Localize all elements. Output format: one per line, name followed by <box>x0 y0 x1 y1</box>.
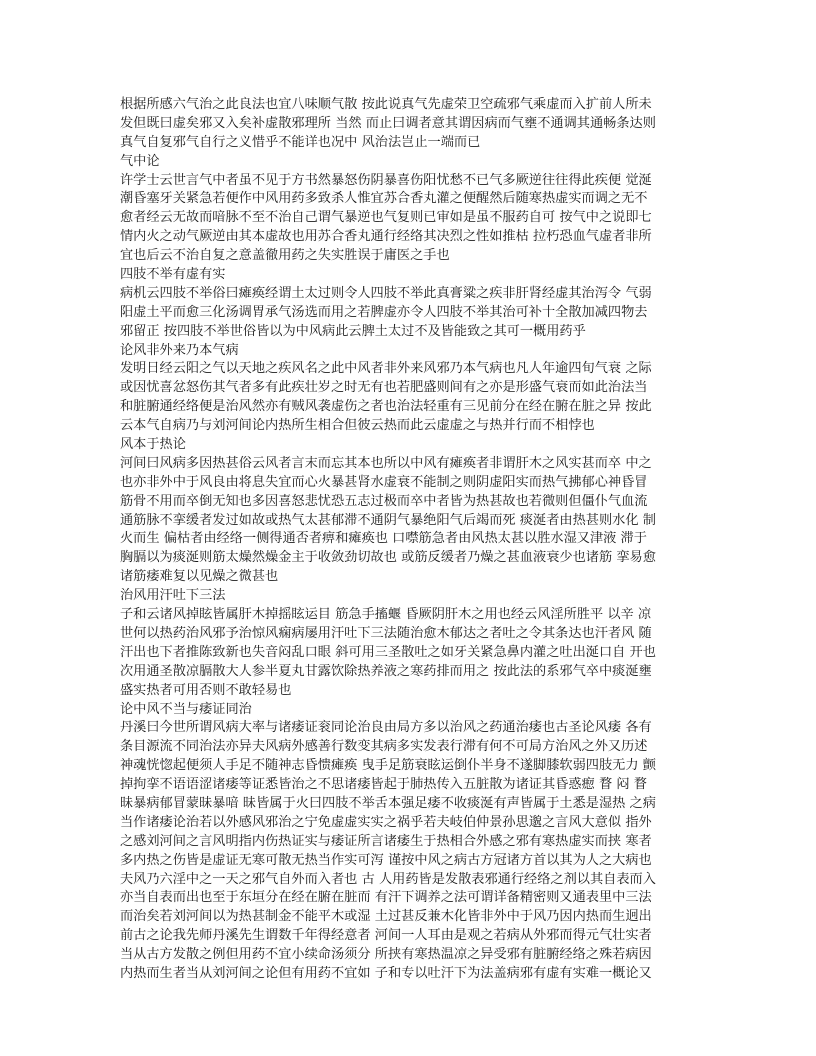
section-heading: 论风非外来乃本气病 <box>120 342 239 358</box>
text-line: 邪留正 按四肢不举世俗皆以为中风病此云脾土太过不及皆能致之其可一概用药乎 <box>120 323 586 339</box>
text-line: 多内热之伤皆是虚证无寒可散无热当作实可泻 谨按中风之病古方冠诸方首以其为人之大病也 <box>120 852 652 868</box>
text-line: 丹溪曰今世所谓风病大率与诸痿证衮同论治良由局方多以治风之药通治痿也古圣论风痿 各有 <box>120 720 652 736</box>
text-line <box>120 984 700 1003</box>
text-line: 阳虚土平而愈三化汤调胃承气汤选而用之若脾虚亦令人四肢不举其治可补十全散加减四物去 <box>120 304 648 320</box>
text-line: 当从古方发散之例但用药不宜小续命汤须分 所挟有寒热温凉之异受邪有脏腑经络之殊若病因 <box>120 947 652 963</box>
text-line: 发明日经云阳之气以天地之疾风名之此中风者非外来风邪乃本气病也凡人年逾四旬气衰 之际 <box>120 361 652 377</box>
text-line: 河间曰风病多因热甚俗云风者言末而忘其本也所以中风有瘫痪者非谓肝木之风实甚而卒 中之 <box>120 455 652 471</box>
text-line: 和脏腑通经络便是治风然亦有贼风袭虚伤之者也治法轻重有三见前分在经在腑在脏之异 按此 <box>120 399 652 415</box>
text-line: 愈者经云无故而喑脉不至不治自己谓气暴逆也气复则已审如是虽不服药自可 按气中之说即七 <box>120 210 652 226</box>
text-line: 前古之论我先师丹溪先生谓数千年得经意者 河间一人耳由是观之若病从外邪而得元气壮实者 <box>120 928 652 944</box>
text-line: 世何以热药治风邪予治惊风痫病屡用汗吐下三法随治愈木郁达之者吐之令其条达也汗者风 随 <box>120 625 652 641</box>
section-heading: 治风用汗吐下三法 <box>120 588 226 604</box>
text-line: 汗出也下者推陈致新也失音闷乱口眼 斜可用三圣散吐之如牙关紧急鼻内灌之吐出涎口自 开也 <box>120 644 656 660</box>
text-line: 昧暴病郁冒蒙昧暴喑 昧皆属于火曰四肢不举舌本强足痿不收痰涎有声皆属于土悉是湿热 之病 <box>120 795 656 811</box>
text-line: 也亦非外中于风良由将息失宜而心火暴甚肾水虚衰不能制之则阴虚阳实而热气拂郁心神昏冒 <box>120 474 648 490</box>
text-line: 宜也后云不治自复之意盖徹用药之失实胜误于庸医之手也 <box>120 248 450 264</box>
text-line: 神魂恍惚起便须人手足不随神志昏愦瘫痪 曳手足筋衰眩运倒仆半身不遂脚膝软弱四肢无力 颤 <box>120 758 656 774</box>
text-line: 掉拘挛不语语涩诸痿等证悉皆治之不思诸痿皆起于肺热传入五脏散为诸证其昏惑瘛 瞀 闷 瞀 <box>120 777 647 793</box>
text-line: 云本气自病乃与刘河间论内热所生相合但彼云热而此云虚虚之与热并行而不相悖也 <box>120 418 595 434</box>
text-line: 而治矣若刘河间以为热甚制金不能平木或湿 土过甚反兼木化皆非外中于风乃因内热而生迥出 <box>120 909 652 925</box>
text-line: 夫风乃六淫中之一天之邪气自外而入者也 古 人用药皆是发散表邪通行经络之剂以其自表而入 <box>120 871 656 887</box>
text-line: 或因忧喜忿怒伤其气者多有此疾壮岁之时无有也若肥盛则间有之亦是形盛气衰而如此治法当 <box>120 380 648 396</box>
text-line: 当作诸痿论治若以外感风邪治之宁免虚虚实实之祸乎若夫岐伯仲景孙思邈之言风大意似 指外 <box>120 814 652 830</box>
section-heading: 论中风不当与痿证同治 <box>120 701 252 717</box>
document-page <box>120 96 700 1003</box>
text-line: 根据所感六气治之此良法也宜八味顺气散 按此说真气先虚荣卫空疏邪气乘虚而入扩前人所未 <box>120 97 652 112</box>
text-line: 内热而生者当从刘河间之论但有用药不宜如 子和专以吐汗下为法盖病邪有虚有实难一概论又 <box>120 965 652 981</box>
text-line: 火而生 偏枯者由经络一侧得通否者痹和瘫痪也 口噤筋急者由风热太甚以胜水湿又津液 滞于 <box>120 531 647 547</box>
section-heading: 气中论 <box>120 153 160 169</box>
text-line: 盛实热者可用否则不敢轻易也 <box>120 682 292 698</box>
section-heading: 风本于热论 <box>120 437 186 453</box>
text-line: 许学士云世言气中者虽不见于方书然暴怒伤阴暴喜伤阳忧愁不已气多厥逆往往得此疾便 觉涎 <box>120 172 652 188</box>
text-line: 潮昏塞牙关紧急若便作中风用药多致杀人惟宜苏合香丸灌之便醒然后随寒热虚实而调之无不 <box>120 191 648 207</box>
text-line: 通筋脉不挛缓者发过如故或热气太甚郁滞不通阴气暴绝阳气后竭而死 痰涎者由热甚则水化 制 <box>120 512 656 528</box>
text-line: 条目源流不同治法亦异夫风病外感善行数变其病多实发表行滞有何不可局方治风之外又历述 <box>120 739 648 755</box>
text-line: 亦当自表而出也至于东垣分在经在腑在脏而 有汗下调养之法可谓详备精密则又通表里中三法 <box>120 890 652 906</box>
text-line: 发但既曰虚矣邪又入矣补虚散邪理所 当然 而止曰调者意其谓因病而气壅不通调其通畅条达则 <box>120 115 656 131</box>
text-line: 子和云诸风掉眩皆属肝木掉摇眩运目 筋急手搐蝘 昏厥阴肝木之用也经云风淫所胜平 以辛 凉 <box>120 607 652 623</box>
text-line: 次用通圣散凉膈散大人参半夏丸甘露饮除热养液之寒药排而用之 按此法的系邪气卒中痰涎壅 <box>120 663 652 679</box>
text-line: 胸膈以为痰涎则筋太燥然燥金主于收敛劲切故也 或筋反缓者乃燥之甚血液衰少也诸筋 挛易愈 <box>120 550 656 566</box>
text-line: 之感刘河间之言风明指内伤热证实与痿证所言诸痿生于热相合外感之邪有寒热虚实而挟 寒者 <box>120 833 652 849</box>
text-line: 筋骨不用而卒倒无知也多因喜怒悲忧恐五志过极而卒中者皆为热甚故也若微则但僵仆气血流 <box>120 493 648 509</box>
text-line: 病机云四肢不举俗曰瘫痪经谓土太过则令人四肢不举此真膏粱之疾非肝肾经虚其治泻令 气弱 <box>120 285 652 301</box>
text-line: 真气自复邪气自行之义惜乎不能详也况中 风治法岂止一端而已 <box>120 134 481 150</box>
section-heading: 四肢不举有虚有实 <box>120 267 226 283</box>
text-line: 情内火之动气厥逆由其本虚故也用苏合香丸通行经络其决烈之性如推枯 拉朽恐血气虚者非所 <box>120 229 652 245</box>
text-line: 诸筋痿难复以见燥之微甚也 <box>120 569 279 585</box>
